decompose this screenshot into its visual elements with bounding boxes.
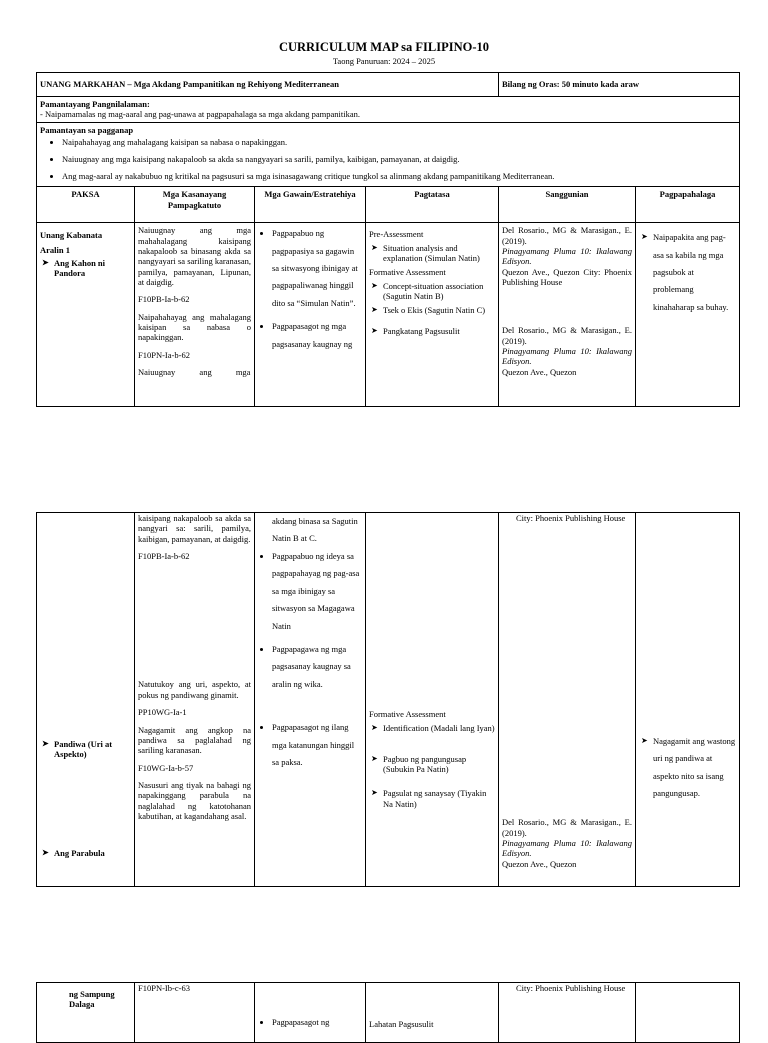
reference-place: City: Phoenix Publishing House: [516, 513, 626, 523]
quarter-title: UNANG MARKAHAN – Mga Akdang Pampanitikan ng Rehiyong Mediterranean: [37, 73, 499, 97]
reference-book: Pinagyamang Pluma 10: Ikalawang Edisyon.: [502, 838, 632, 859]
skill-text: Naiuugnay ang mga: [138, 367, 251, 378]
skill-text: Nasusuri ang tiyak na bahagi ng napakinggang parabula na naglalahad ng katotohanan kabutihan, at kagandahang asal.: [138, 779, 251, 822]
paksa-cell: [37, 513, 135, 887]
col-kasanayan: Mga Kasanayang Pampagkatuto: [135, 187, 255, 223]
formative-assessment-label: Formative Assessment: [369, 267, 446, 278]
values-cell: [636, 983, 740, 1043]
value-item: ➤ Nagagamit ang wastong uri ng pandiwa at aspekto nito sa isang pangungusap.: [653, 733, 736, 803]
value-item: ➤ Naipapakita ang pag-asa sa kabila ng mga pagsubok at problemang kinahaharap sa buhay.: [653, 229, 736, 316]
activity-continued: akdang binasa sa Sagutin Natin B at C.: [272, 516, 358, 544]
activity-item: • Pagpapabuo ng ideya sa pagpapahayag ng pag-asa sa mga ibinigay sa sitwasyon sa Magagawa Natin: [272, 548, 362, 635]
activities-cell: [255, 983, 366, 1043]
skill-text: Nagagamit ang angkop na pandiwa sa paglalahad ng sariling karanasan.: [138, 724, 251, 756]
skills-cell: [135, 983, 255, 1043]
curriculum-table-page-1: [36, 72, 740, 407]
col-paksa: PAKSA: [37, 187, 135, 223]
col-gawain: Mga Gawain/Estratehiya: [255, 187, 366, 223]
page-title: CURRICULUM MAP sa FILIPINO-10: [278, 40, 490, 54]
curriculum-table-page-3: [36, 982, 740, 1043]
skill-code: F10PN-Ib-c-63: [138, 983, 190, 993]
references-cell: [499, 223, 636, 407]
assessment-item: ➤ Pagbuo ng pangungusap (Subukin Pa Natin): [383, 754, 495, 775]
skills-cell: [135, 223, 255, 407]
activities-cell: [255, 223, 366, 407]
topic-item: ➤ Ang Parabula: [54, 848, 131, 858]
skill-text: kaisipang nakapaloob sa akda sa nangyari sa: sarili, pamilya, kaibigan, pamayanan, at daigdig.: [138, 513, 251, 544]
paksa-cell: [37, 983, 135, 1043]
col-sanggunian: Sanggunian: [499, 187, 636, 223]
skill-code: F10PB-Ia-b-62: [138, 551, 190, 562]
chapter-title: Unang Kabanata: [40, 230, 103, 241]
activities-cell: [255, 513, 366, 887]
references-cell: [499, 513, 636, 887]
activity-item: • Pagpapasagot ng mga pagsasanay kaugnay ng: [272, 318, 362, 353]
assessment-label: Lahatan Pagsusulit: [369, 1019, 434, 1029]
activity-item: • Pagpapabuo ng pagpapasiya sa gagawin sa sitwasyong ibinigay at pagpapaliwanag hinggil dito sa “Simulan Natin”.: [272, 225, 362, 312]
curriculum-table-page-2: [36, 512, 740, 887]
formative-assessment-label: Formative Assessment: [369, 709, 446, 719]
reference-authors: Del Rosario., MG & Marasigan., E. (2019).: [502, 325, 632, 346]
activity-item: • Pagpapasagot ng: [272, 1017, 362, 1027]
performance-standard-item: • Ang mag-aaral ay nakabubuo ng kritikal na pagsusuri sa mga isinasagawang critique tungkol sa alinmang akdang pampanitikang Mediterranean.: [62, 171, 736, 182]
performance-standard-item: • Naipahahayag ang mahalagang kaisipan sa nabasa o napakinggan.: [62, 137, 736, 148]
hours-label: Bilang ng Oras: 50 minuto kada araw: [499, 73, 740, 97]
reference-book: Pinagyamang Pluma 10: Ikalawang Edisyon.: [502, 245, 632, 267]
topic-item: ng Sampung Dalaga: [69, 989, 115, 1010]
skill-text: Natutukoy ang uri, aspekto, at pokus ng pandiwang ginamit.: [138, 679, 251, 700]
assessment-item: ➤ Pangkatang Pagsusulit: [383, 326, 495, 336]
assessment-cell: [366, 223, 499, 407]
performance-standard: [37, 122, 740, 187]
col-pagpapahalaga: Pagpapahalaga: [636, 187, 740, 223]
skill-text: Naiuugnay ang mga mahahalagang kaisipang nakapaloob sa binasang akda sa nangyayari sa sariling karanasan, pamilya, pamayanan, Lipunan, at daigdig.: [138, 225, 251, 288]
reference-place: City: Phoenix Publishing House: [516, 983, 626, 993]
reference-book: Pinagyamang Pluma 10: Ikalawang Edisyon.: [502, 346, 632, 367]
assessment-item: ➤ Pagsulat ng sanaysay (Tiyakin Na Natin): [383, 788, 495, 809]
assessment-item: ➤ Situation analysis and explanation (Simulan Natin): [383, 243, 495, 264]
assessment-item: ➤ Tsek o Ekis (Sagutin Natin C): [383, 305, 495, 315]
skill-code: F10WG-Ia-b-57: [138, 762, 194, 773]
activity-item: • Pagpapagawa ng mga pagsasanay kaugnay sa aralin ng wika.: [272, 641, 362, 693]
reference-authors: Del Rosario., MG & Marasigan., E. (2019).: [502, 225, 632, 246]
reference-place: Quezon Ave., Quezon: [502, 858, 577, 869]
col-pagtatasa: Pagtatasa: [366, 187, 499, 223]
performance-standard-item: • Naiuugnay ang mga kaisipang nakapaloob sa akda sa nangyayari sa sarili, pamilya, kaibigan, pamayanan, at daigdig.: [62, 154, 736, 165]
assessment-item: ➤ Concept-situation association (Sagutin Natin B): [383, 281, 495, 302]
values-cell: [636, 513, 740, 887]
assessment-item: ➤ Identification (Madali lang Iyan): [383, 723, 495, 733]
skill-code: F10PB-Ia-b-62: [138, 294, 190, 305]
content-standard: [37, 97, 740, 123]
performance-standard-label: Pamantayan sa pagganap: [40, 124, 134, 135]
assessment-cell: [366, 983, 499, 1043]
skill-text: Naipahahayag ang mahalagang kaisipan sa nabasa o napakinggan.: [138, 311, 251, 343]
school-year: Taong Panuruan: 2024 – 2025: [332, 56, 436, 66]
assessment-cell: [366, 513, 499, 887]
skill-code: F10PN-Ia-b-62: [138, 349, 190, 360]
skills-cell: [135, 513, 255, 887]
activity-item: • Pagpapasagot ng ilang mga katanungan hinggil sa paksa.: [272, 719, 362, 771]
references-cell: [499, 983, 636, 1043]
skill-code: PP10WG-Ia-1: [138, 707, 187, 718]
lesson-title: Aralin 1: [40, 245, 70, 256]
paksa-cell: [37, 223, 135, 407]
content-standard-text: - Naipamamalas ng mag-aaral ang pag-unawa at pagpapahalaga sa mga akdang pampanitikan.: [40, 109, 361, 120]
reference-place: Quezon Ave., Quezon: [502, 366, 577, 377]
pre-assessment-label: Pre-Assessment: [369, 229, 424, 240]
content-standard-label: Pamantayang Pangnilalaman:: [40, 99, 150, 109]
reference-authors: Del Rosario., MG & Marasigan., E. (2019).: [502, 817, 632, 838]
values-cell: [636, 223, 740, 407]
topic-item: ➤ Ang Kahon ni Pandora: [54, 258, 131, 279]
reference-place: Quezon Ave., Quezon City: Phoenix Publishing House: [502, 266, 632, 288]
topic-item: ➤ Pandiwa (Uri at Aspekto): [54, 739, 131, 760]
